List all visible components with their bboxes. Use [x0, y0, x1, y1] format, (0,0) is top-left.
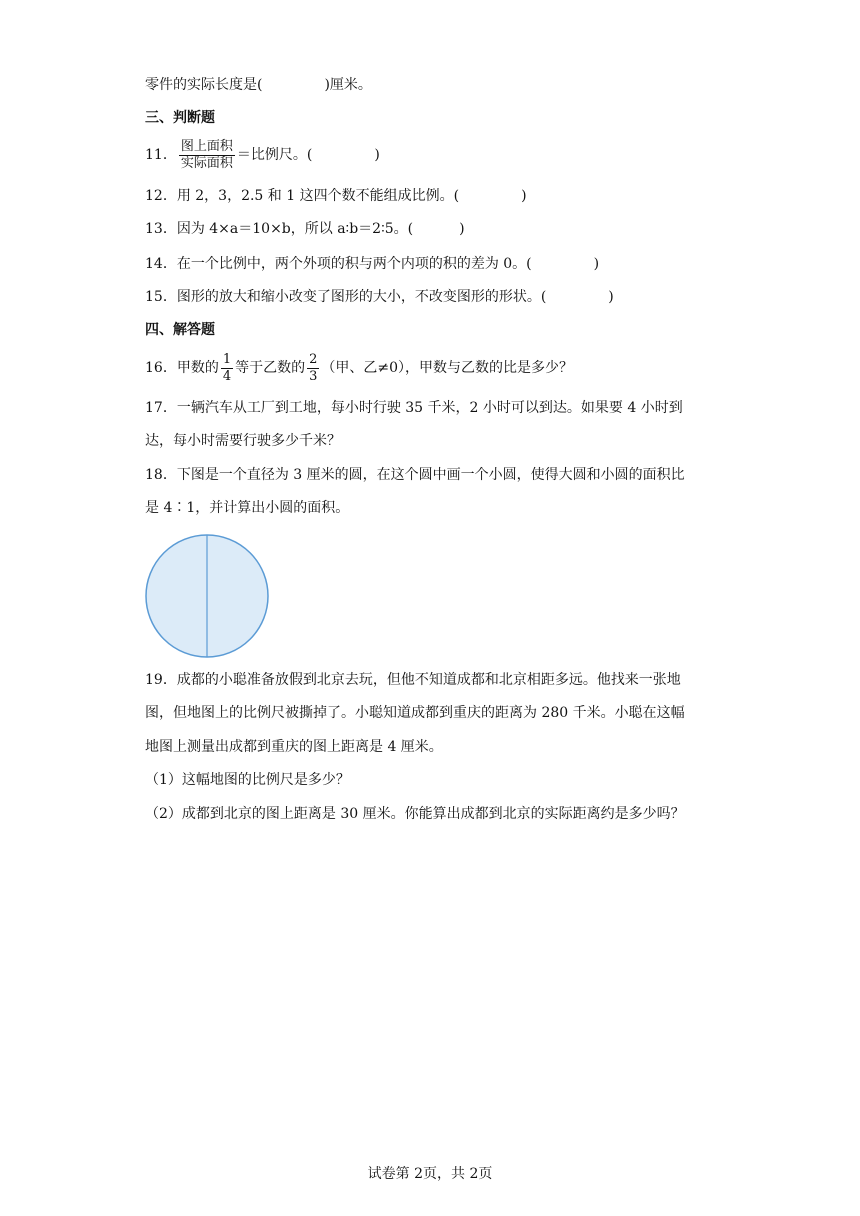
q16-fraction-1-denominator: 4 [222, 368, 232, 384]
q11-line [145, 137, 380, 173]
section-3-title: 三、判断题 [145, 110, 215, 126]
q18-line-1: 18．下图是一个直径为 3 厘米的圆，在这个圆中画一个小圆，使得大圆和小圆的面积比 [145, 467, 685, 483]
q15-line [145, 288, 614, 306]
q11-fraction [179, 139, 235, 172]
q15-close: ) [608, 289, 614, 305]
q14-line [145, 255, 599, 273]
q12-text: 12．用 2，3，2.5 和 1 这四个数不能组成比例。( [145, 188, 460, 204]
q19-sub-question-2: （2）成都到北京的图上距离是 30 厘米。你能算出成都到北京的实际距离约是多少吗？ [145, 806, 685, 822]
section-4-title: 四、解答题 [145, 322, 215, 338]
q16-fraction-2-denominator: 3 [309, 368, 318, 384]
q12-line [145, 187, 527, 205]
q16-middle: 等于乙数的 [235, 360, 306, 376]
q17-line-2: 达，每小时需要行驶多少千米？ [145, 433, 341, 449]
q11-number: 11． [145, 147, 177, 163]
q18-line-2: 是 4∶1，并计算出小圆的面积。 [145, 500, 350, 516]
q16-line [145, 350, 573, 386]
q19-line-2: 图，但地图上的比例尺被撕掉了。小聪知道成都到重庆的距离为 280 千米。小聪在这幅 [145, 705, 685, 721]
q13-close: ) [459, 221, 465, 237]
q16-fraction-1 [221, 352, 233, 385]
q13-text: 13．因为 4×a＝10×b，所以 a∶b＝2∶5。( [145, 221, 414, 237]
q15-text: 15．图形的放大和缩小改变了图形的大小，不改变图形的形状。( [145, 289, 547, 305]
page-footer: 试卷第 2页，共 2页 [367, 1166, 493, 1182]
q16-suffix: （甲、乙≠0），甲数与乙数的比是多少？ [321, 360, 574, 376]
q10-tail-suffix: )厘米。 [324, 77, 372, 93]
q19-line-1: 19．成都的小聪准备放假到北京去玩，但他不知道成都和北京相距多远。他找来一张地 [145, 672, 681, 688]
q14-close: ) [593, 256, 600, 272]
q11-fraction-denominator: 实际面积 [180, 155, 233, 171]
q17-line-1: 17．一辆汽车从工厂到工地，每小时行驶 35 千米，2 小时可以到达。如果要 4 小时到 [145, 400, 683, 416]
q11-text: ＝比例尺。( [236, 147, 313, 163]
q13-line [145, 220, 465, 238]
q11-close: ) [374, 147, 380, 163]
circle-figure [143, 532, 271, 660]
q16-fraction-2-numerator: 2 [309, 351, 318, 367]
q11-fraction-numerator: 图上面积 [180, 138, 233, 154]
q16-prefix: 16．甲数的 [145, 360, 219, 376]
q12-close: ) [521, 188, 527, 204]
q16-fraction-1-numerator: 1 [222, 351, 232, 367]
q10-tail-prefix: 零件的实际长度是( [145, 77, 263, 93]
q16-fraction-2 [307, 352, 319, 385]
q14-text: 14．在一个比例中，两个外项的积与两个内项的积的差为 0。( [145, 256, 532, 272]
q19-sub-question-1: （1）这幅地图的比例尺是多少？ [145, 772, 350, 788]
q10-tail-line [145, 76, 372, 94]
q19-line-3: 地图上测量出成都到重庆的图上距离是 4 厘米。 [145, 739, 443, 755]
